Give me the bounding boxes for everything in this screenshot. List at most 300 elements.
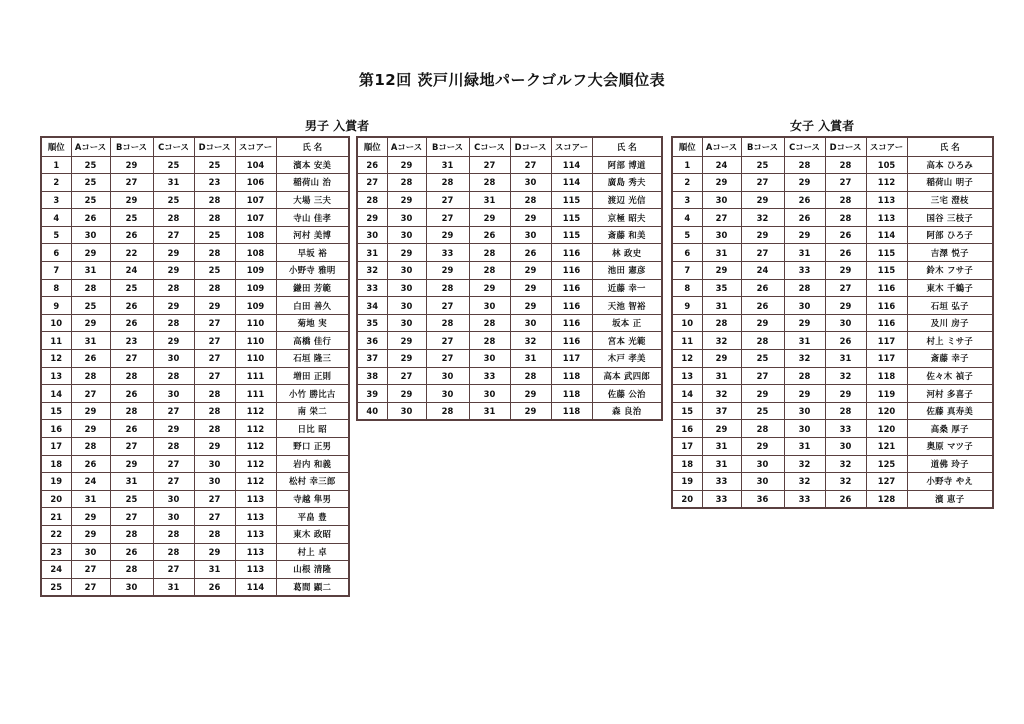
course-a-cell: 31 <box>71 332 110 350</box>
table-row <box>357 209 662 227</box>
rank-cell: 25 <box>41 578 71 596</box>
name-cell: 白田 善久 <box>276 297 349 315</box>
course-a-cell: 29 <box>71 244 110 262</box>
course-c-cell: 28 <box>153 314 194 332</box>
course-b-cell: 26 <box>110 297 153 315</box>
course-c-cell: 26 <box>784 209 825 227</box>
score-cell: 116 <box>551 244 592 262</box>
course-d-cell: 27 <box>194 367 235 385</box>
course-c-cell: 30 <box>153 350 194 368</box>
score-cell: 112 <box>235 402 276 420</box>
table-row <box>672 402 993 420</box>
course-b-cell: 27 <box>426 209 469 227</box>
name-cell: 稲荷山 治 <box>276 174 349 192</box>
course-c-cell: 25 <box>153 191 194 209</box>
rank-cell: 16 <box>672 420 702 438</box>
score-cell: 108 <box>235 226 276 244</box>
rank-cell: 9 <box>672 297 702 315</box>
course-d-cell: 29 <box>510 279 551 297</box>
name-cell: 平畠 豊 <box>276 508 349 526</box>
score-cell: 113 <box>866 209 907 227</box>
course-b-cell: 28 <box>110 402 153 420</box>
rank-cell: 5 <box>41 226 71 244</box>
name-header: 氏 名 <box>276 137 349 156</box>
score-cell: 105 <box>866 156 907 174</box>
course-b-cell: 25 <box>110 490 153 508</box>
course-c-cell: 28 <box>469 244 510 262</box>
course-a-cell: 28 <box>702 314 741 332</box>
course-c-cell: 33 <box>784 262 825 280</box>
table-row <box>41 226 349 244</box>
course-b-cell: 29 <box>741 226 784 244</box>
course-a-cell: 29 <box>387 156 426 174</box>
table-row <box>41 314 349 332</box>
course-b-cell: 26 <box>110 420 153 438</box>
course-c-cell: 29 <box>784 385 825 403</box>
rank-cell: 30 <box>357 226 387 244</box>
course-d-header: Dコース <box>194 137 235 156</box>
course-a-cell: 25 <box>71 297 110 315</box>
rank-cell: 7 <box>672 262 702 280</box>
men-ranking-table-1 <box>40 136 350 597</box>
score-cell: 113 <box>235 490 276 508</box>
rank-cell: 10 <box>41 314 71 332</box>
name-cell: 天池 智裕 <box>592 297 662 315</box>
course-a-cell: 29 <box>387 332 426 350</box>
course-d-cell: 29 <box>510 385 551 403</box>
name-cell: 東木 政昭 <box>276 525 349 543</box>
course-d-cell: 32 <box>825 473 866 491</box>
rank-cell: 14 <box>41 385 71 403</box>
course-d-cell: 27 <box>194 508 235 526</box>
rank-cell: 20 <box>41 490 71 508</box>
table-row <box>41 297 349 315</box>
course-d-cell: 25 <box>194 226 235 244</box>
course-c-cell: 30 <box>784 420 825 438</box>
course-c-cell: 28 <box>153 279 194 297</box>
name-cell: 寺越 隼男 <box>276 490 349 508</box>
table-row <box>41 473 349 491</box>
rank-cell: 40 <box>357 402 387 420</box>
score-cell: 120 <box>866 402 907 420</box>
score-cell: 116 <box>866 297 907 315</box>
table-row <box>41 420 349 438</box>
name-cell: 岩内 和義 <box>276 455 349 473</box>
name-cell: 吉澤 悦子 <box>907 244 993 262</box>
rank-cell: 18 <box>672 455 702 473</box>
name-cell: 小竹 勝比古 <box>276 385 349 403</box>
course-c-cell: 32 <box>784 473 825 491</box>
table-header-row <box>357 137 662 156</box>
course-d-cell: 29 <box>510 297 551 315</box>
course-c-cell: 30 <box>153 508 194 526</box>
name-header: 氏 名 <box>592 137 662 156</box>
course-d-cell: 29 <box>825 385 866 403</box>
course-d-cell: 30 <box>194 455 235 473</box>
rank-cell: 13 <box>672 367 702 385</box>
course-b-cell: 25 <box>741 402 784 420</box>
course-c-cell: 27 <box>153 226 194 244</box>
course-a-cell: 30 <box>387 209 426 227</box>
score-cell: 112 <box>235 420 276 438</box>
course-d-cell: 25 <box>194 156 235 174</box>
score-cell: 113 <box>235 525 276 543</box>
score-cell: 115 <box>551 191 592 209</box>
course-c-cell: 28 <box>469 332 510 350</box>
course-c-cell: 27 <box>153 473 194 491</box>
course-d-cell: 27 <box>825 279 866 297</box>
name-cell: 道佛 玲子 <box>907 455 993 473</box>
table-row <box>41 279 349 297</box>
rank-cell: 3 <box>41 191 71 209</box>
course-d-cell: 29 <box>194 543 235 561</box>
course-d-cell: 29 <box>510 402 551 420</box>
course-a-cell: 30 <box>387 279 426 297</box>
course-b-cell: 33 <box>426 244 469 262</box>
score-cell: 112 <box>235 438 276 456</box>
score-cell: 114 <box>551 174 592 192</box>
rank-cell: 16 <box>41 420 71 438</box>
course-b-cell: 29 <box>741 438 784 456</box>
table-row <box>357 367 662 385</box>
rank-cell: 8 <box>41 279 71 297</box>
rank-cell: 28 <box>357 191 387 209</box>
course-d-cell: 28 <box>194 525 235 543</box>
table-row <box>357 350 662 368</box>
table-row <box>41 455 349 473</box>
table-row <box>672 226 993 244</box>
rank-cell: 39 <box>357 385 387 403</box>
course-a-cell: 24 <box>71 473 110 491</box>
course-c-cell: 28 <box>469 174 510 192</box>
name-cell: 大場 三夫 <box>276 191 349 209</box>
course-d-cell: 28 <box>194 191 235 209</box>
course-a-cell: 30 <box>387 314 426 332</box>
name-cell: 阿部 博道 <box>592 156 662 174</box>
name-cell: 石垣 弘子 <box>907 297 993 315</box>
course-a-cell: 25 <box>71 174 110 192</box>
score-cell: 112 <box>866 174 907 192</box>
rank-cell: 12 <box>672 350 702 368</box>
rank-cell: 6 <box>41 244 71 262</box>
name-cell: 小野寺 雅明 <box>276 262 349 280</box>
course-a-cell: 30 <box>387 226 426 244</box>
score-cell: 110 <box>235 332 276 350</box>
course-c-cell: 30 <box>469 385 510 403</box>
course-c-cell: 27 <box>153 455 194 473</box>
course-b-cell: 30 <box>426 367 469 385</box>
men-section-heading: 男子 入賞者 <box>305 119 370 133</box>
table-row <box>41 385 349 403</box>
score-cell: 116 <box>866 279 907 297</box>
course-d-cell: 28 <box>194 209 235 227</box>
score-header: スコアー <box>551 137 592 156</box>
course-c-cell: 31 <box>784 332 825 350</box>
table-row <box>41 508 349 526</box>
table-row <box>357 402 662 420</box>
rank-cell: 11 <box>41 332 71 350</box>
course-c-cell: 27 <box>153 561 194 579</box>
rank-cell: 4 <box>41 209 71 227</box>
course-a-cell: 29 <box>71 525 110 543</box>
course-c-cell: 28 <box>784 279 825 297</box>
course-c-cell: 29 <box>469 279 510 297</box>
course-a-cell: 32 <box>702 332 741 350</box>
rank-cell: 7 <box>41 262 71 280</box>
score-cell: 114 <box>235 578 276 596</box>
name-cell: 南 栄二 <box>276 402 349 420</box>
rank-cell: 33 <box>357 279 387 297</box>
score-cell: 121 <box>866 438 907 456</box>
course-a-cell: 31 <box>702 297 741 315</box>
course-b-cell: 25 <box>741 156 784 174</box>
course-b-cell: 26 <box>110 385 153 403</box>
table-row <box>672 156 993 174</box>
course-a-cell: 31 <box>702 455 741 473</box>
course-b-cell: 27 <box>741 367 784 385</box>
course-d-cell: 30 <box>825 438 866 456</box>
table-row <box>41 156 349 174</box>
rank-cell: 22 <box>41 525 71 543</box>
course-d-cell: 31 <box>194 561 235 579</box>
course-b-cell: 28 <box>426 402 469 420</box>
score-cell: 115 <box>866 262 907 280</box>
course-b-cell: 27 <box>741 244 784 262</box>
table-row <box>357 314 662 332</box>
course-c-cell: 29 <box>784 174 825 192</box>
rank-header: 順位 <box>41 137 71 156</box>
course-a-cell: 25 <box>71 191 110 209</box>
course-a-cell: 25 <box>71 156 110 174</box>
course-b-header: Bコース <box>741 137 784 156</box>
course-b-cell: 22 <box>110 244 153 262</box>
course-d-cell: 29 <box>825 297 866 315</box>
course-d-cell: 30 <box>510 226 551 244</box>
course-b-cell: 26 <box>110 543 153 561</box>
course-a-cell: 35 <box>702 279 741 297</box>
course-c-header: Cコース <box>784 137 825 156</box>
name-cell: 斎藤 和美 <box>592 226 662 244</box>
course-b-cell: 29 <box>110 455 153 473</box>
table-row <box>41 578 349 596</box>
score-cell: 114 <box>866 226 907 244</box>
course-a-cell: 26 <box>71 209 110 227</box>
course-a-cell: 26 <box>71 455 110 473</box>
rank-cell: 10 <box>672 314 702 332</box>
name-cell: 佐藤 公治 <box>592 385 662 403</box>
name-cell: 野口 正男 <box>276 438 349 456</box>
course-b-cell: 27 <box>741 174 784 192</box>
name-cell: 小野寺 やえ <box>907 473 993 491</box>
score-cell: 116 <box>551 314 592 332</box>
rank-cell: 12 <box>41 350 71 368</box>
course-c-header: Cコース <box>153 137 194 156</box>
name-cell: 森 良治 <box>592 402 662 420</box>
course-a-cell: 29 <box>71 314 110 332</box>
name-cell: 佐藤 真寿美 <box>907 402 993 420</box>
course-a-cell: 31 <box>71 490 110 508</box>
name-cell: 高桑 厚子 <box>907 420 993 438</box>
name-cell: 宮本 光範 <box>592 332 662 350</box>
name-cell: 近藤 幸一 <box>592 279 662 297</box>
course-b-cell: 29 <box>741 314 784 332</box>
course-d-cell: 27 <box>194 332 235 350</box>
course-d-cell: 28 <box>194 385 235 403</box>
rank-cell: 11 <box>672 332 702 350</box>
rank-cell: 26 <box>357 156 387 174</box>
course-c-cell: 32 <box>784 455 825 473</box>
course-c-cell: 29 <box>469 209 510 227</box>
table-row <box>41 367 349 385</box>
rank-cell: 14 <box>672 385 702 403</box>
name-cell: 及川 房子 <box>907 314 993 332</box>
course-a-cell: 29 <box>702 174 741 192</box>
course-a-header: Aコース <box>702 137 741 156</box>
course-c-cell: 29 <box>153 332 194 350</box>
table-row <box>357 385 662 403</box>
course-a-cell: 29 <box>702 350 741 368</box>
rank-cell: 21 <box>41 508 71 526</box>
course-a-cell: 24 <box>702 156 741 174</box>
course-a-header: Aコース <box>71 137 110 156</box>
course-b-cell: 26 <box>741 297 784 315</box>
table-row <box>41 209 349 227</box>
course-b-cell: 30 <box>426 385 469 403</box>
name-cell: 高本 ひろみ <box>907 156 993 174</box>
rank-cell: 1 <box>41 156 71 174</box>
rank-cell: 3 <box>672 191 702 209</box>
course-c-cell: 29 <box>784 314 825 332</box>
course-b-cell: 29 <box>110 156 153 174</box>
rank-cell: 15 <box>672 402 702 420</box>
course-c-cell: 28 <box>153 543 194 561</box>
name-cell: 高本 武四郎 <box>592 367 662 385</box>
course-a-cell: 27 <box>71 578 110 596</box>
rank-cell: 2 <box>672 174 702 192</box>
course-b-cell: 24 <box>110 262 153 280</box>
course-c-cell: 30 <box>469 350 510 368</box>
course-b-cell: 26 <box>741 279 784 297</box>
course-d-cell: 26 <box>825 490 866 508</box>
course-b-header: Bコース <box>426 137 469 156</box>
course-b-cell: 32 <box>741 209 784 227</box>
score-cell: 107 <box>235 209 276 227</box>
name-cell: 山根 清隆 <box>276 561 349 579</box>
rank-cell: 32 <box>357 262 387 280</box>
course-a-cell: 28 <box>71 279 110 297</box>
score-cell: 118 <box>551 385 592 403</box>
men-ranking-table-2 <box>356 136 663 421</box>
score-header: スコアー <box>235 137 276 156</box>
score-cell: 116 <box>551 332 592 350</box>
course-c-cell: 25 <box>153 156 194 174</box>
course-c-cell: 31 <box>153 174 194 192</box>
rank-cell: 18 <box>41 455 71 473</box>
page-title: 第12回 茨戸川緑地パークゴルフ大会順位表 <box>358 71 666 89</box>
course-a-cell: 29 <box>387 385 426 403</box>
course-b-cell: 27 <box>426 350 469 368</box>
score-cell: 119 <box>866 385 907 403</box>
name-cell: 林 政史 <box>592 244 662 262</box>
rank-cell: 37 <box>357 350 387 368</box>
course-b-cell: 28 <box>741 420 784 438</box>
course-d-cell: 26 <box>510 244 551 262</box>
course-a-cell: 30 <box>702 191 741 209</box>
course-b-cell: 28 <box>426 314 469 332</box>
rank-cell: 27 <box>357 174 387 192</box>
course-d-cell: 30 <box>194 473 235 491</box>
name-cell: 河村 美博 <box>276 226 349 244</box>
score-cell: 109 <box>235 297 276 315</box>
course-c-cell: 29 <box>784 226 825 244</box>
name-cell: 木戸 孝美 <box>592 350 662 368</box>
course-d-cell: 28 <box>510 191 551 209</box>
rank-cell: 36 <box>357 332 387 350</box>
course-b-cell: 29 <box>426 262 469 280</box>
course-b-cell: 30 <box>110 578 153 596</box>
course-b-cell: 30 <box>741 473 784 491</box>
name-cell: 河村 多喜子 <box>907 385 993 403</box>
course-c-header: Cコース <box>469 137 510 156</box>
score-cell: 120 <box>866 420 907 438</box>
course-b-cell: 25 <box>741 350 784 368</box>
rank-cell: 6 <box>672 244 702 262</box>
course-b-cell: 28 <box>110 367 153 385</box>
course-d-header: Dコース <box>825 137 866 156</box>
course-c-cell: 28 <box>784 156 825 174</box>
table-row <box>672 297 993 315</box>
course-c-cell: 29 <box>153 244 194 262</box>
course-c-cell: 30 <box>153 490 194 508</box>
name-cell: 寺山 佳孝 <box>276 209 349 227</box>
course-d-cell: 27 <box>194 314 235 332</box>
score-cell: 112 <box>235 455 276 473</box>
rank-cell: 9 <box>41 297 71 315</box>
course-b-cell: 27 <box>426 332 469 350</box>
name-cell: 東木 千鶴子 <box>907 279 993 297</box>
course-a-cell: 27 <box>702 209 741 227</box>
course-d-cell: 28 <box>825 402 866 420</box>
course-a-cell: 29 <box>71 420 110 438</box>
course-b-cell: 26 <box>110 226 153 244</box>
course-c-cell: 29 <box>153 262 194 280</box>
name-cell: 高橋 佳行 <box>276 332 349 350</box>
score-cell: 117 <box>866 332 907 350</box>
name-cell: 濱 恵子 <box>907 490 993 508</box>
name-header: 氏 名 <box>907 137 993 156</box>
name-cell: 国谷 三枝子 <box>907 209 993 227</box>
score-cell: 113 <box>235 561 276 579</box>
name-cell: 鈴木 フサ子 <box>907 262 993 280</box>
rank-cell: 35 <box>357 314 387 332</box>
course-a-cell: 32 <box>702 385 741 403</box>
score-cell: 110 <box>235 350 276 368</box>
course-a-cell: 30 <box>387 297 426 315</box>
rank-cell: 20 <box>672 490 702 508</box>
name-cell: 村上 卓 <box>276 543 349 561</box>
course-b-cell: 31 <box>110 473 153 491</box>
rank-cell: 23 <box>41 543 71 561</box>
rank-cell: 5 <box>672 226 702 244</box>
course-b-cell: 27 <box>110 508 153 526</box>
course-d-cell: 32 <box>825 455 866 473</box>
course-b-cell: 27 <box>110 350 153 368</box>
course-c-cell: 26 <box>784 191 825 209</box>
course-d-cell: 30 <box>825 314 866 332</box>
course-c-cell: 27 <box>153 402 194 420</box>
course-d-cell: 28 <box>510 367 551 385</box>
rank-cell: 1 <box>672 156 702 174</box>
